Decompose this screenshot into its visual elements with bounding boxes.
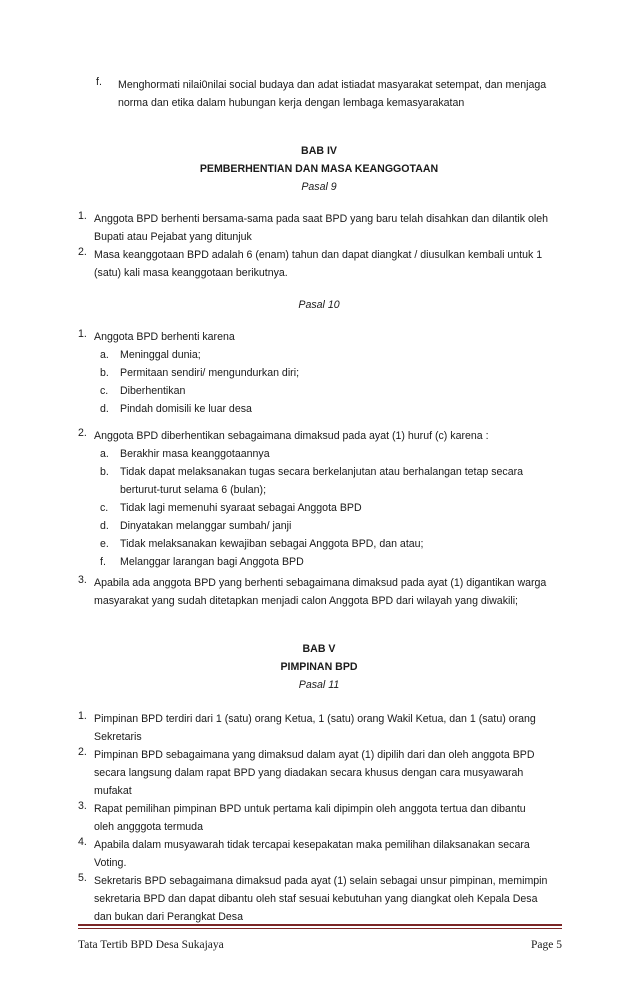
text-line: Pimpinan BPD terdiri dari 1 (satu) orang Ketua, 1 (satu) orang Wakil Ketua, dan 1 (satu) orang xyxy=(94,713,536,725)
sub-marker: c. xyxy=(100,385,109,397)
sub-text: Tidak dapat melaksanakan tugas secara berkelanjutan atau berhalangan tetap secara xyxy=(120,466,524,478)
sub-marker: c. xyxy=(100,502,109,514)
sub-marker: e. xyxy=(100,538,109,550)
item-number: 3. xyxy=(78,800,87,812)
text-line: (satu) kali masa keanggotaan berikutnya. xyxy=(94,267,288,279)
text-line: dan bukan dari Perangkat Desa xyxy=(94,911,244,923)
sub-text: Tidak lagi memenuhi syaraat sebagai Anggota BPD xyxy=(120,502,362,514)
article-heading: Pasal 11 xyxy=(298,679,340,691)
sub-marker: d. xyxy=(100,403,109,415)
text-line: Anggota BPD berhenti karena xyxy=(94,331,235,343)
article-heading: Pasal 10 xyxy=(298,299,340,311)
list-item xyxy=(78,872,562,926)
text-line: Sekretaris xyxy=(94,731,142,743)
item-number: 1. xyxy=(78,710,87,722)
list-item xyxy=(78,328,562,415)
page-number: Page 5 xyxy=(531,939,562,951)
sub-text: Berakhir masa keanggotaannya xyxy=(120,448,270,460)
sub-item xyxy=(100,553,562,571)
text-line: Masa keanggotaan BPD adalah 6 (enam) tahun dan dapat diangkat / diusulkan kembali untuk 1 xyxy=(94,249,543,261)
chapter-title: PIMPINAN BPD xyxy=(280,661,358,673)
list-item xyxy=(78,746,562,800)
sub-item xyxy=(100,463,562,499)
list-item xyxy=(78,800,562,836)
list-item xyxy=(78,574,562,610)
sub-marker: b. xyxy=(100,367,109,379)
text-line: sekretaria BPD dan dapat dibantu oleh staf sesuai kebutuhan yang diangkat oleh Kepala Desa xyxy=(94,893,538,905)
sub-marker: f. xyxy=(100,556,106,568)
sub-text: Pindah domisili ke luar desa xyxy=(120,403,252,415)
text-line: Bupati atau Pejabat yang ditunjuk xyxy=(94,231,252,243)
footer-rule-thin xyxy=(78,928,562,929)
text-line: Rapat pemilihan pimpinan BPD untuk pertama kali dipimpin oleh anggota tertua dan dibantu xyxy=(94,803,526,815)
text-line: Anggota BPD diberhentikan sebagaimana dimaksud pada ayat (1) huruf (c) karena : xyxy=(94,430,489,442)
sub-marker: d. xyxy=(100,520,109,532)
sub-item xyxy=(100,400,562,418)
sub-marker: b. xyxy=(100,466,109,478)
sub-marker: a. xyxy=(100,349,109,361)
sub-item xyxy=(100,499,562,517)
list-item xyxy=(78,210,562,246)
list-item xyxy=(96,76,562,112)
text-line: Voting. xyxy=(94,857,127,869)
item-number: 1. xyxy=(78,210,87,222)
sub-text: Dinyatakan melanggar sumbah/ janji xyxy=(120,520,292,532)
sub-text: Tidak melaksanakan kewajiban sebagai Anggota BPD, dan atau; xyxy=(120,538,424,550)
text-line: Menghormati nilai0nilai social budaya dan adat istiadat masyarakat setempat, dan menjaga xyxy=(118,79,547,91)
text-line: Anggota BPD berhenti bersama-sama pada saat BPD yang baru telah disahkan dan dilantik oleh xyxy=(94,213,549,225)
list-item xyxy=(78,710,562,746)
sub-item xyxy=(100,346,562,364)
text-line: norma dan etika dalam hubungan kerja dengan lembaga kemasyarakatan xyxy=(118,97,465,109)
sub-list xyxy=(100,445,562,571)
item-number: 5. xyxy=(78,872,87,884)
text-line: Sekretaris BPD sebagaimana dimaksud pada ayat (1) selain sebagai unsur pimpinan, memimpin xyxy=(94,875,548,887)
item-number: 4. xyxy=(78,836,87,848)
sub-text: Diberhentikan xyxy=(120,385,186,397)
sub-list xyxy=(100,346,562,418)
item-marker: f. xyxy=(96,76,102,88)
item-number: 1. xyxy=(78,328,87,340)
item-number: 2. xyxy=(78,427,87,439)
sub-item xyxy=(100,535,562,553)
list-item xyxy=(78,836,562,872)
text-line: Apabila dalam musyawarah tidak tercapai kesepakatan maka pemilihan dilaksanakan secara xyxy=(94,839,530,851)
article-heading: Pasal 9 xyxy=(301,181,337,193)
chapter-heading: BAB IV xyxy=(301,145,337,157)
sub-item xyxy=(100,382,562,400)
sub-item xyxy=(100,445,562,463)
text-line: secara langsung dalam rapat BPD yang diadakan secara khusus dengan cara musyawarah xyxy=(94,767,524,779)
list-item xyxy=(78,246,562,282)
sub-item xyxy=(100,517,562,535)
footer-title: Tata Tertib BPD Desa Sukajaya xyxy=(78,939,224,951)
list-item xyxy=(78,427,562,568)
item-number: 3. xyxy=(78,574,87,586)
item-number: 2. xyxy=(78,246,87,258)
text-line: Pimpinan BPD sebagaimana yang dimaksud dalam ayat (1) dipilih dari dan oleh anggota BPD xyxy=(94,749,535,761)
sub-text: Permitaan sendiri/ mengundurkan diri; xyxy=(120,367,300,379)
chapter-heading: BAB V xyxy=(302,643,336,655)
text-line: Apabila ada anggota BPD yang berhenti sebagaimana dimaksud pada ayat (1) digantikan warga xyxy=(94,577,547,589)
footer-rule xyxy=(78,924,562,926)
sub-text: berturut-turut selama 6 (bulan); xyxy=(120,484,267,496)
sub-marker: a. xyxy=(100,448,109,460)
item-number: 2. xyxy=(78,746,87,758)
text-line: oleh angggota termuda xyxy=(94,821,203,833)
text-line: mufakat xyxy=(94,785,132,797)
sub-text: Meninggal dunia; xyxy=(120,349,201,361)
text-line: masyarakat yang sudah ditetapkan menjadi calon Anggota BPD dari wilayah yang diwakili; xyxy=(94,595,518,607)
chapter-title: PEMBERHENTIAN DAN MASA KEANGGOTAAN xyxy=(199,163,439,175)
sub-item xyxy=(100,364,562,382)
sub-text: Melanggar larangan bagi Anggota BPD xyxy=(120,556,304,568)
